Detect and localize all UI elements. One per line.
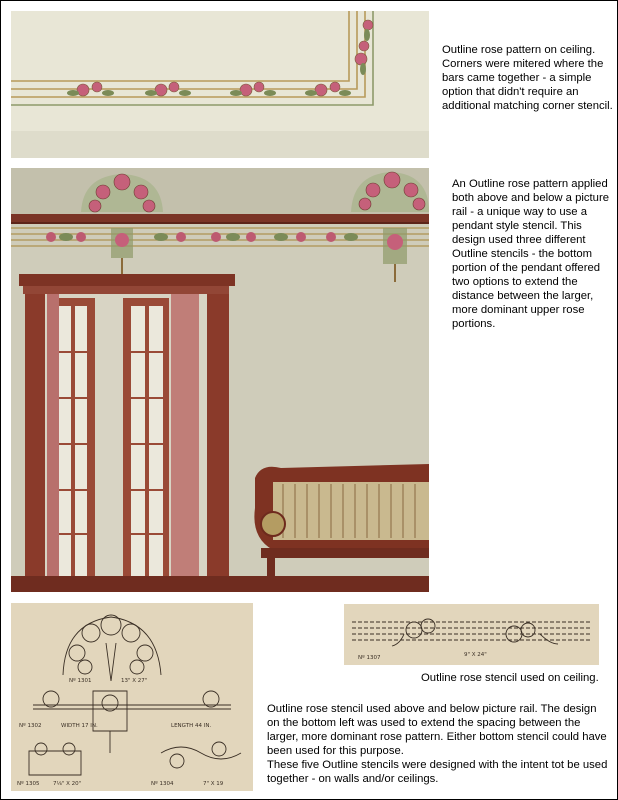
rail-stencil-sheet xyxy=(11,603,253,791)
ceiling-caption: Outline rose pattern on ceiling. Corners were mitered where the bars came together - a simple option that didn't require an additional matching corner stencil. xyxy=(442,44,613,112)
svg-text:7⅛" X 20": 7⅛" X 20" xyxy=(53,781,82,787)
ceiling-stencil-caption: Outline rose stencil used on ceiling. xyxy=(421,672,599,684)
picture-rail-caption: An Outline rose pattern applied both above and below a picture rail - a unique way to use a pendant style stencil. This design used three different Outline stencils - the bottom portion of the pendant offered two options to extend the distance between the larger, more dominant upper rose portions. xyxy=(452,178,610,330)
svg-text:Nº 1302: Nº 1302 xyxy=(19,723,42,729)
svg-text:Nº 1305: Nº 1305 xyxy=(17,781,40,787)
svg-text:Nº 1304: Nº 1304 xyxy=(151,781,174,787)
ceiling-stencil-sheet xyxy=(344,604,599,665)
svg-text:Nº 1301: Nº 1301 xyxy=(69,678,92,684)
svg-text:9" X 24": 9" X 24" xyxy=(464,652,487,658)
svg-text:Nº 1307: Nº 1307 xyxy=(358,655,381,661)
svg-text:LENGTH 44 IN.: LENGTH 44 IN. xyxy=(171,723,212,729)
svg-text:13" X 27": 13" X 27" xyxy=(121,678,148,684)
rail-stencil-caption: Outline rose stencil used above and below picture rail. The design on the bottom left was used to extend the spacing between the larger, more dominant rose pattern. Either bottom stencil could have been used for this purpose. xyxy=(267,703,607,757)
stencil-set-caption: These five Outline stencils were designed with the intent tot be used together - on walls and/or ceilings. xyxy=(267,759,608,785)
picture-rail-illustration xyxy=(11,168,429,592)
svg-text:WIDTH 17 IN.: WIDTH 17 IN. xyxy=(61,723,98,729)
ceiling-illustration xyxy=(11,11,429,158)
svg-text:7" X 19: 7" X 19 xyxy=(203,781,224,787)
